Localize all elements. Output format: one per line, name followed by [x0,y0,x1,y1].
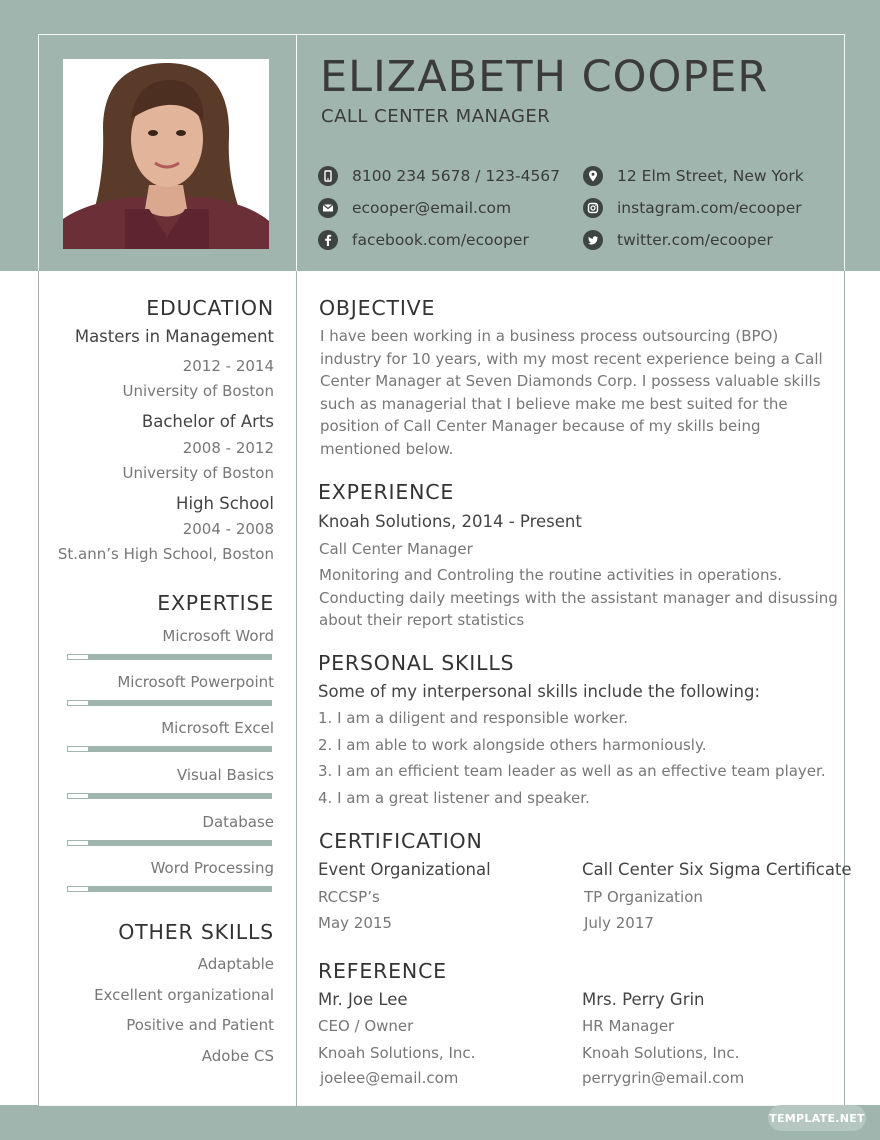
phone-icon [318,166,338,186]
contact-email[interactable] [318,198,511,218]
contact-instagram[interactable] [583,198,802,218]
watermark-badge: TEMPLATE.NET [768,1105,866,1131]
objective-heading: OBJECTIVE [319,296,436,320]
reference-role: HR Manager [582,1017,675,1035]
frame-right-line [844,271,845,1106]
education-heading: EDUCATION [146,296,274,320]
objective-text: I have been working in a business process outsourcing (BPO) industry for 10 years, with my most recent experience being a Call Center Manager at Seven Diamonds Corp. I possess valuable skills such as managerial that I believe make me best suited for the position of Call Center Manager because of my skills being mentioned below. [320,327,823,458]
personal-skill-item: 1. I am a diligent and responsible worker. [318,709,629,727]
expertise-label: Microsoft Word [162,627,274,645]
contact-twitter-text: twitter.com/ecooper [617,231,773,249]
contact-address [583,166,804,186]
contact-email-text: ecooper@email.com [352,199,512,217]
reference-company: Knoah Solutions, Inc. [318,1044,476,1062]
personal-skill-item: 2. I am able to work alongside others harmoniously. [318,736,707,754]
email-icon [318,198,338,218]
certification-issuer: RCCSP’s [318,888,380,906]
expertise-label: Word Processing [150,859,274,877]
personal-skills-intro: Some of my interpersonal skills include the following: [318,682,761,701]
reference-company: Knoah Solutions, Inc. [582,1044,740,1062]
location-icon [583,166,603,186]
expertise-bar [67,654,272,660]
contact-phone[interactable] [318,166,560,186]
other-skill: Adaptable [197,955,274,973]
other-skills-heading: OTHER SKILLS [118,920,274,944]
expertise-heading: EXPERTISE [157,591,274,615]
twitter-icon [583,230,603,250]
contact-instagram-text: instagram.com/ecooper [617,199,802,217]
contact-facebook-text: facebook.com/ecooper [352,231,529,249]
expertise-bar [67,746,272,752]
reference-name: Mr. Joe Lee [318,990,408,1009]
experience-company: Knoah Solutions, 2014 - Present [318,512,582,531]
reference-heading: REFERENCE [318,959,447,983]
education-school: St.ann’s High School, Boston [57,545,274,563]
experience-position: Call Center Manager [319,540,473,558]
certification-date: July 2017 [584,914,654,932]
experience-description: Monitoring and Controling the routine activities in operations. Conducting daily meetings with the assistant manager and disussing about their report statistics [319,566,838,630]
contact-address-text: 12 Elm Street, New York [617,167,804,185]
personal-skill-item: 3. I am an efficient team leader as well as an effective team player. [318,762,826,780]
expertise-label: Microsoft Powerpoint [117,673,274,691]
education-years: 2012 - 2014 [182,357,274,375]
contact-twitter[interactable] [583,230,773,250]
personal-skills-heading: PERSONAL SKILLS [318,651,515,675]
reference-role: CEO / Owner [318,1017,414,1035]
profile-photo [63,59,269,249]
other-skill: Adobe CS [201,1047,274,1065]
education-school: University of Boston [122,464,274,482]
certification-name: Event Organizational [318,860,491,879]
certification-heading: CERTIFICATION [319,829,483,853]
expertise-bar [67,700,272,706]
experience-heading: EXPERIENCE [318,480,455,504]
other-skill: Positive and Patient [126,1016,274,1034]
personal-skill-item: 4. I am a great listener and speaker. [318,789,590,807]
education-years: 2008 - 2012 [182,439,274,457]
education-school: University of Boston [122,382,274,400]
job-title: CALL CENTER MANAGER [321,106,551,127]
expertise-label: Visual Basics [176,766,274,784]
certification-name: Call Center Six Sigma Certificate [582,860,852,879]
certification-issuer: TP Organization [584,888,703,906]
reference-email[interactable]: perrygrin@email.com [582,1069,745,1087]
contact-phone-text: 8100 234 5678 / 123-4567 [352,167,561,185]
instagram-icon [583,198,603,218]
reference-email[interactable]: joelee@email.com [320,1069,459,1087]
contact-facebook[interactable] [318,230,529,250]
education-degree: Bachelor of Arts [141,412,274,431]
frame-left-line [38,271,39,1106]
other-skill: Excellent organizational [94,986,274,1004]
frame-divider [296,271,297,1106]
expertise-label: Database [202,813,274,831]
expertise-bar [67,793,272,799]
facebook-icon [318,230,338,250]
certification-date: May 2015 [318,914,392,932]
expertise-bar [67,886,272,892]
education-degree: High School [176,494,274,513]
expertise-bar [67,840,272,846]
education-years: 2004 - 2008 [182,520,274,538]
education-degree: Masters in Management [74,327,274,346]
footer-band [0,1105,880,1140]
reference-name: Mrs. Perry Grin [582,990,705,1009]
expertise-label: Microsoft Excel [161,719,274,737]
person-name: ELIZABETH COOPER [320,52,769,102]
